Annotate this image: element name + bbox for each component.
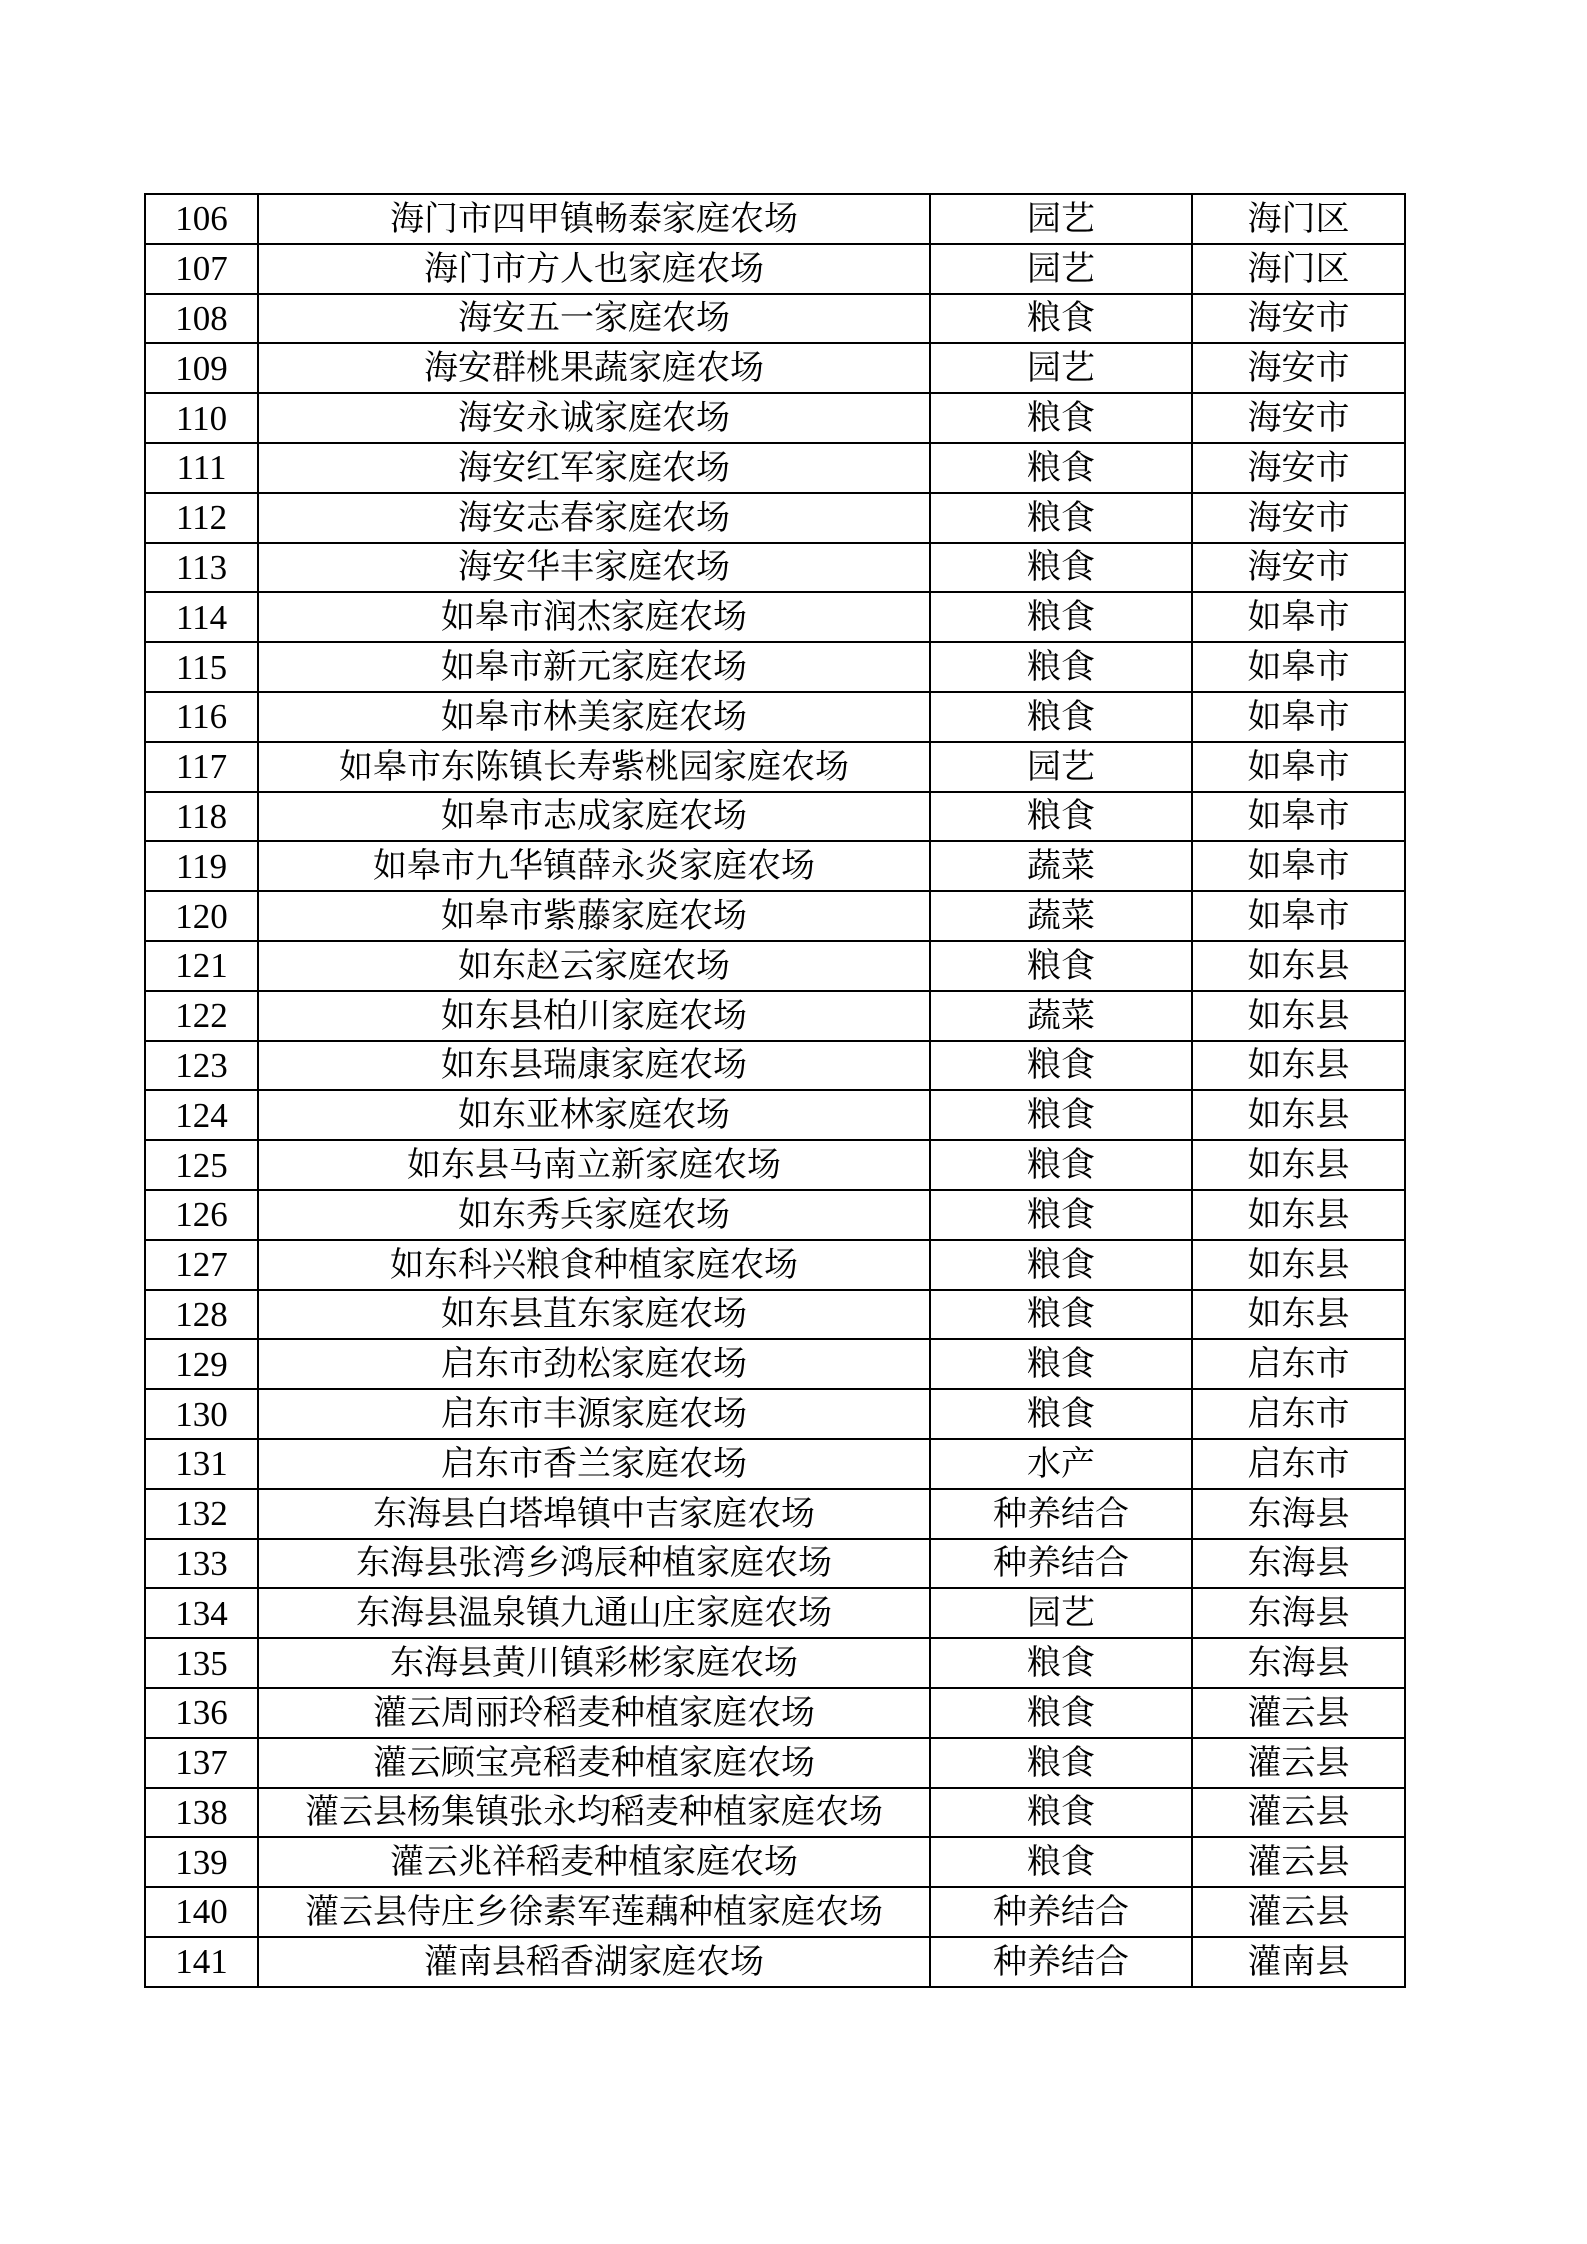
row-number-cell: 123 — [145, 1041, 258, 1091]
farm-type-cell: 粮食 — [930, 1041, 1192, 1091]
row-number-cell: 137 — [145, 1738, 258, 1788]
row-number-cell: 129 — [145, 1339, 258, 1389]
table-row — [145, 1638, 1405, 1688]
table-row — [145, 692, 1405, 742]
farm-name-cell: 灌南县稻香湖家庭农场 — [258, 1937, 930, 1987]
farm-type-cell: 粮食 — [930, 493, 1192, 543]
row-number-cell: 117 — [145, 742, 258, 792]
row-number-cell: 128 — [145, 1290, 258, 1340]
table-row — [145, 194, 1405, 244]
farm-type-cell: 粮食 — [930, 692, 1192, 742]
row-number-cell: 130 — [145, 1389, 258, 1439]
region-cell: 灌云县 — [1192, 1738, 1405, 1788]
region-cell: 启东市 — [1192, 1439, 1405, 1489]
row-number-cell: 114 — [145, 592, 258, 642]
farm-name-cell: 如皋市林美家庭农场 — [258, 692, 930, 742]
region-cell: 如皋市 — [1192, 792, 1405, 842]
farm-type-cell: 粮食 — [930, 1290, 1192, 1340]
region-cell: 海安市 — [1192, 343, 1405, 393]
region-cell: 灌云县 — [1192, 1837, 1405, 1887]
row-number-cell: 140 — [145, 1887, 258, 1937]
table-row — [145, 1041, 1405, 1091]
table-row — [145, 1887, 1405, 1937]
row-number-cell: 127 — [145, 1240, 258, 1290]
farm-list-table-body — [145, 194, 1405, 1987]
table-row — [145, 642, 1405, 692]
farm-name-cell: 如东秀兵家庭农场 — [258, 1190, 930, 1240]
farm-type-cell: 粮食 — [930, 1140, 1192, 1190]
region-cell: 如东县 — [1192, 1140, 1405, 1190]
row-number-cell: 136 — [145, 1688, 258, 1738]
row-number-cell: 107 — [145, 244, 258, 294]
row-number-cell: 118 — [145, 792, 258, 842]
farm-name-cell: 海安群桃果蔬家庭农场 — [258, 343, 930, 393]
farm-type-cell: 粮食 — [930, 443, 1192, 493]
farm-name-cell: 海安华丰家庭农场 — [258, 543, 930, 593]
farm-name-cell: 海安永诚家庭农场 — [258, 393, 930, 443]
table-row — [145, 1290, 1405, 1340]
row-number-cell: 139 — [145, 1837, 258, 1887]
table-row — [145, 891, 1405, 941]
farm-name-cell: 灌云兆祥稻麦种植家庭农场 — [258, 1837, 930, 1887]
region-cell: 如皋市 — [1192, 692, 1405, 742]
region-cell: 海安市 — [1192, 493, 1405, 543]
farm-name-cell: 东海县黄川镇彩彬家庭农场 — [258, 1638, 930, 1688]
row-number-cell: 110 — [145, 393, 258, 443]
farm-name-cell: 如东县瑞康家庭农场 — [258, 1041, 930, 1091]
farm-name-cell: 如东县苴东家庭农场 — [258, 1290, 930, 1340]
farm-type-cell: 蔬菜 — [930, 891, 1192, 941]
region-cell: 海门区 — [1192, 244, 1405, 294]
row-number-cell: 132 — [145, 1489, 258, 1539]
region-cell: 海安市 — [1192, 443, 1405, 493]
farm-type-cell: 粮食 — [930, 642, 1192, 692]
row-number-cell: 112 — [145, 493, 258, 543]
table-row — [145, 493, 1405, 543]
farm-name-cell: 东海县温泉镇九通山庄家庭农场 — [258, 1588, 930, 1638]
table-row — [145, 1439, 1405, 1489]
farm-type-cell: 园艺 — [930, 1588, 1192, 1638]
region-cell: 灌云县 — [1192, 1688, 1405, 1738]
farm-name-cell: 海门市方人也家庭农场 — [258, 244, 930, 294]
region-cell: 海安市 — [1192, 543, 1405, 593]
farm-type-cell: 种养结合 — [930, 1887, 1192, 1937]
farm-name-cell: 灌云顾宝亮稻麦种植家庭农场 — [258, 1738, 930, 1788]
farm-type-cell: 粮食 — [930, 1688, 1192, 1738]
row-number-cell: 141 — [145, 1937, 258, 1987]
farm-type-cell: 种养结合 — [930, 1489, 1192, 1539]
region-cell: 灌云县 — [1192, 1887, 1405, 1937]
row-number-cell: 115 — [145, 642, 258, 692]
farm-name-cell: 如皋市新元家庭农场 — [258, 642, 930, 692]
farm-type-cell: 粮食 — [930, 294, 1192, 344]
table-row — [145, 1140, 1405, 1190]
farm-name-cell: 如皋市东陈镇长寿紫桃园家庭农场 — [258, 742, 930, 792]
table-row — [145, 1190, 1405, 1240]
region-cell: 启东市 — [1192, 1389, 1405, 1439]
table-row — [145, 792, 1405, 842]
farm-name-cell: 如东县马南立新家庭农场 — [258, 1140, 930, 1190]
farm-type-cell: 粮食 — [930, 1389, 1192, 1439]
farm-type-cell: 蔬菜 — [930, 841, 1192, 891]
farm-type-cell: 粮食 — [930, 1240, 1192, 1290]
table-row — [145, 393, 1405, 443]
table-row — [145, 1489, 1405, 1539]
table-row — [145, 244, 1405, 294]
farm-name-cell: 海门市四甲镇畅泰家庭农场 — [258, 194, 930, 244]
row-number-cell: 138 — [145, 1788, 258, 1838]
table-row — [145, 1688, 1405, 1738]
farm-name-cell: 启东市丰源家庭农场 — [258, 1389, 930, 1439]
farm-type-cell: 园艺 — [930, 343, 1192, 393]
farm-name-cell: 海安红军家庭农场 — [258, 443, 930, 493]
farm-type-cell: 园艺 — [930, 742, 1192, 792]
farm-name-cell: 启东市香兰家庭农场 — [258, 1439, 930, 1489]
row-number-cell: 122 — [145, 991, 258, 1041]
row-number-cell: 135 — [145, 1638, 258, 1688]
table-row — [145, 1339, 1405, 1389]
table-row — [145, 1937, 1405, 1987]
table-row — [145, 1837, 1405, 1887]
table-row — [145, 742, 1405, 792]
farm-name-cell: 启东市劲松家庭农场 — [258, 1339, 930, 1389]
farm-name-cell: 灌云县杨集镇张永均稻麦种植家庭农场 — [258, 1788, 930, 1838]
table-row — [145, 1788, 1405, 1838]
farm-name-cell: 如皋市志成家庭农场 — [258, 792, 930, 842]
row-number-cell: 119 — [145, 841, 258, 891]
row-number-cell: 120 — [145, 891, 258, 941]
farm-type-cell: 粮食 — [930, 592, 1192, 642]
row-number-cell: 106 — [145, 194, 258, 244]
farm-type-cell: 水产 — [930, 1439, 1192, 1489]
farm-name-cell: 东海县白塔埠镇中吉家庭农场 — [258, 1489, 930, 1539]
farm-type-cell: 粮食 — [930, 1339, 1192, 1389]
farm-type-cell: 粮食 — [930, 1190, 1192, 1240]
table-row — [145, 1588, 1405, 1638]
row-number-cell: 126 — [145, 1190, 258, 1240]
farm-type-cell: 园艺 — [930, 194, 1192, 244]
farm-type-cell: 粮食 — [930, 1090, 1192, 1140]
row-number-cell: 124 — [145, 1090, 258, 1140]
region-cell: 东海县 — [1192, 1638, 1405, 1688]
farm-name-cell: 如东亚林家庭农场 — [258, 1090, 930, 1140]
farm-type-cell: 粮食 — [930, 792, 1192, 842]
farm-type-cell: 粮食 — [930, 941, 1192, 991]
farm-type-cell: 蔬菜 — [930, 991, 1192, 1041]
farm-name-cell: 海安志春家庭农场 — [258, 493, 930, 543]
region-cell: 启东市 — [1192, 1339, 1405, 1389]
farm-name-cell: 如皋市润杰家庭农场 — [258, 592, 930, 642]
region-cell: 如皋市 — [1192, 642, 1405, 692]
table-row — [145, 294, 1405, 344]
region-cell: 如东县 — [1192, 1041, 1405, 1091]
farm-type-cell: 粮食 — [930, 543, 1192, 593]
region-cell: 东海县 — [1192, 1539, 1405, 1589]
region-cell: 如东县 — [1192, 1240, 1405, 1290]
table-row — [145, 1389, 1405, 1439]
farm-name-cell: 如东科兴粮食种植家庭农场 — [258, 1240, 930, 1290]
row-number-cell: 116 — [145, 692, 258, 742]
region-cell: 东海县 — [1192, 1489, 1405, 1539]
table-row — [145, 1240, 1405, 1290]
table-row — [145, 991, 1405, 1041]
region-cell: 海安市 — [1192, 294, 1405, 344]
farm-type-cell: 粮食 — [930, 1837, 1192, 1887]
region-cell: 如东县 — [1192, 991, 1405, 1041]
table-row — [145, 941, 1405, 991]
table-row — [145, 592, 1405, 642]
farm-name-cell: 如东赵云家庭农场 — [258, 941, 930, 991]
farm-name-cell: 灌云周丽玲稻麦种植家庭农场 — [258, 1688, 930, 1738]
table-row — [145, 543, 1405, 593]
table-row — [145, 343, 1405, 393]
region-cell: 如东县 — [1192, 1090, 1405, 1140]
farm-name-cell: 如皋市九华镇薛永炎家庭农场 — [258, 841, 930, 891]
region-cell: 如皋市 — [1192, 592, 1405, 642]
farm-name-cell: 如皋市紫藤家庭农场 — [258, 891, 930, 941]
farm-type-cell: 园艺 — [930, 244, 1192, 294]
farm-name-cell: 灌云县侍庄乡徐素军莲藕种植家庭农场 — [258, 1887, 930, 1937]
farm-name-cell: 如东县柏川家庭农场 — [258, 991, 930, 1041]
region-cell: 如东县 — [1192, 1190, 1405, 1240]
farm-type-cell: 粮食 — [930, 1788, 1192, 1838]
region-cell: 东海县 — [1192, 1588, 1405, 1638]
region-cell: 灌南县 — [1192, 1937, 1405, 1987]
row-number-cell: 125 — [145, 1140, 258, 1190]
row-number-cell: 121 — [145, 941, 258, 991]
region-cell: 如皋市 — [1192, 841, 1405, 891]
row-number-cell: 108 — [145, 294, 258, 344]
row-number-cell: 109 — [145, 343, 258, 393]
row-number-cell: 111 — [145, 443, 258, 493]
table-row — [145, 841, 1405, 891]
farm-type-cell: 粮食 — [930, 393, 1192, 443]
farm-type-cell: 粮食 — [930, 1738, 1192, 1788]
region-cell: 如东县 — [1192, 1290, 1405, 1340]
farm-list-table — [144, 193, 1406, 1988]
farm-name-cell: 东海县张湾乡鸿辰种植家庭农场 — [258, 1539, 930, 1589]
farm-type-cell: 种养结合 — [930, 1539, 1192, 1589]
region-cell: 如东县 — [1192, 941, 1405, 991]
table-row — [145, 1539, 1405, 1589]
row-number-cell: 133 — [145, 1539, 258, 1589]
table-row — [145, 443, 1405, 493]
row-number-cell: 134 — [145, 1588, 258, 1638]
region-cell: 海门区 — [1192, 194, 1405, 244]
table-row — [145, 1738, 1405, 1788]
region-cell: 灌云县 — [1192, 1788, 1405, 1838]
farm-name-cell: 海安五一家庭农场 — [258, 294, 930, 344]
region-cell: 如皋市 — [1192, 891, 1405, 941]
region-cell: 海安市 — [1192, 393, 1405, 443]
farm-type-cell: 粮食 — [930, 1638, 1192, 1688]
row-number-cell: 113 — [145, 543, 258, 593]
farm-type-cell: 种养结合 — [930, 1937, 1192, 1987]
region-cell: 如皋市 — [1192, 742, 1405, 792]
row-number-cell: 131 — [145, 1439, 258, 1489]
table-row — [145, 1090, 1405, 1140]
